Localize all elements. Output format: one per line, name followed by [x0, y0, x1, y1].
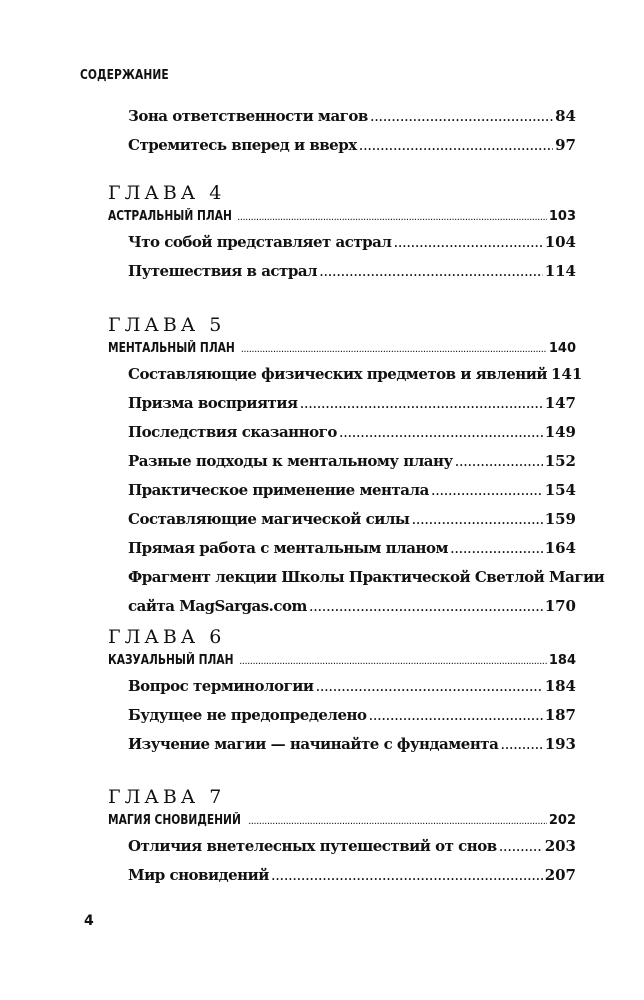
toc-entry-title: Практическое применение ментала: [128, 481, 429, 499]
toc-entry-title: Вопрос терминологии: [128, 677, 314, 695]
leader-dots: [316, 672, 543, 701]
leader-dots: [359, 131, 553, 160]
toc-entry-page: 184: [544, 677, 576, 695]
chapter-page: 202: [548, 813, 576, 828]
sub-list: [108, 832, 576, 890]
sub-list: [108, 102, 576, 160]
toc-entry[interactable]: [128, 505, 576, 534]
toc-entry[interactable]: [128, 832, 576, 861]
leader-dots: [393, 228, 542, 257]
toc-entry-page: 147: [544, 394, 576, 412]
leader-dots: [411, 505, 542, 534]
toc-entry[interactable]: [128, 228, 576, 257]
toc-entry-page: 193: [544, 735, 576, 753]
chapter-title-entry[interactable]: [108, 338, 576, 360]
leader-dots: [339, 418, 543, 447]
toc-entry-page: 170: [544, 597, 576, 615]
toc-entry-title: Зона ответственности магов: [128, 107, 368, 125]
chapter-page: 103: [548, 209, 576, 224]
toc-entry-title: Мир сновидений: [128, 866, 269, 884]
chapter-title: АСТРАЛЬНЫЙ ПЛАН: [108, 209, 232, 224]
toc-entry-title: Призма восприятия: [128, 394, 298, 412]
chapter-title-entry[interactable]: [108, 206, 576, 228]
toc-entry[interactable]: [128, 102, 576, 131]
toc-entry-title: Составляющие физических предметов и явлений: [128, 365, 548, 383]
toc-entry-page: 84: [555, 107, 576, 125]
chapter-title: МЕНТАЛЬНЫЙ ПЛАН: [108, 341, 235, 356]
toc-entry[interactable]: [128, 418, 576, 447]
toc-entry-page: 104: [544, 233, 576, 251]
leader-dots: [300, 389, 543, 418]
toc-entry-title: Последствия сказанного: [128, 423, 337, 441]
chapter-title: КАЗУАЛЬНЫЙ ПЛАН: [108, 653, 234, 668]
leader-dots: [431, 476, 543, 505]
toc-entry-page: 207: [544, 866, 576, 884]
toc-entry[interactable]: [128, 861, 576, 890]
leader-dots: [309, 592, 543, 621]
intro-entries: [108, 102, 576, 160]
toc-entry[interactable]: [128, 672, 576, 701]
leader-dots: [237, 207, 547, 229]
toc-entry-title: Стремитесь вперед и вверх: [128, 136, 357, 154]
chapter-6: [108, 624, 576, 759]
toc-entry[interactable]: [128, 447, 576, 476]
toc-entry-page: 164: [544, 539, 576, 557]
toc-entry-page: 159: [544, 510, 576, 528]
toc-entry-title: Разные подходы к ментальному плану: [128, 452, 453, 470]
toc-entry-title: Что собой представляет астрал: [128, 233, 392, 251]
toc-entry-page: 97: [555, 136, 576, 154]
chapter-title-entry[interactable]: [108, 810, 576, 832]
toc-entry-page: 149: [544, 423, 576, 441]
leader-dots: [455, 447, 543, 476]
chapter-label: ГЛАВА 6: [108, 626, 226, 648]
toc-entry[interactable]: [128, 534, 576, 563]
leader-dots: [271, 861, 543, 890]
toc-entry[interactable]: [128, 131, 576, 160]
leader-dots: [239, 651, 547, 673]
toc-entry-page: 187: [544, 706, 576, 724]
toc-entry-wrapped-line1[interactable]: Фрагмент лекции Школы Практической Светлой Магии: [128, 568, 605, 586]
running-head: СОДЕРЖАНИЕ: [80, 68, 169, 83]
toc-entry-title: Отличия внетелесных путешествий от снов: [128, 837, 497, 855]
leader-dots: [370, 102, 553, 131]
toc-entry-title: Будущее не предопределено: [128, 706, 367, 724]
chapter-title: МАГИЯ СНОВИДЕНИЙ: [108, 813, 241, 828]
toc-entry-title: сайта MagSargas.com: [128, 597, 307, 615]
leader-dots: [499, 832, 543, 861]
toc-entry[interactable]: [128, 701, 576, 730]
toc-entry-page: 141: [551, 365, 583, 383]
leader-dots: [248, 811, 547, 833]
toc-entry-wrapped[interactable]: [128, 592, 576, 621]
chapter-label: ГЛАВА 5: [108, 314, 226, 336]
sub-list: [108, 672, 576, 759]
leader-dots: [319, 257, 543, 286]
chapter-title-entry[interactable]: [108, 650, 576, 672]
toc-entry[interactable]: [128, 730, 576, 759]
toc-entry[interactable]: [128, 476, 576, 505]
leader-dots: [450, 534, 543, 563]
toc-entry-title: Путешествия в астрал: [128, 262, 318, 280]
sub-list: [108, 228, 576, 286]
chapter-page: 184: [548, 653, 576, 668]
chapter-4: [108, 180, 576, 286]
toc-entry-title: Изучение магии — начинайте с фундамента: [128, 735, 499, 753]
sub-list: [108, 360, 605, 621]
toc-entry-page: 154: [544, 481, 576, 499]
page-number: 4: [84, 913, 94, 929]
toc-entry-title: Составляющие магической силы: [128, 510, 410, 528]
toc-entry-page: 114: [544, 262, 576, 280]
chapter-5: [108, 312, 605, 621]
chapter-7: [108, 784, 576, 890]
toc-entry[interactable]: [128, 389, 576, 418]
leader-dots: [500, 730, 542, 759]
toc-entry[interactable]: [128, 360, 583, 389]
toc-entry-page: 203: [544, 837, 576, 855]
chapter-label: ГЛАВА 4: [108, 182, 226, 204]
leader-dots: [368, 701, 542, 730]
leader-dots: [241, 339, 547, 361]
toc-entry-title: Прямая работа с ментальным планом: [128, 539, 448, 557]
toc-entry-page: 152: [544, 452, 576, 470]
chapter-page: 140: [548, 341, 576, 356]
toc-entry[interactable]: [128, 257, 576, 286]
chapter-label: ГЛАВА 7: [108, 786, 226, 808]
